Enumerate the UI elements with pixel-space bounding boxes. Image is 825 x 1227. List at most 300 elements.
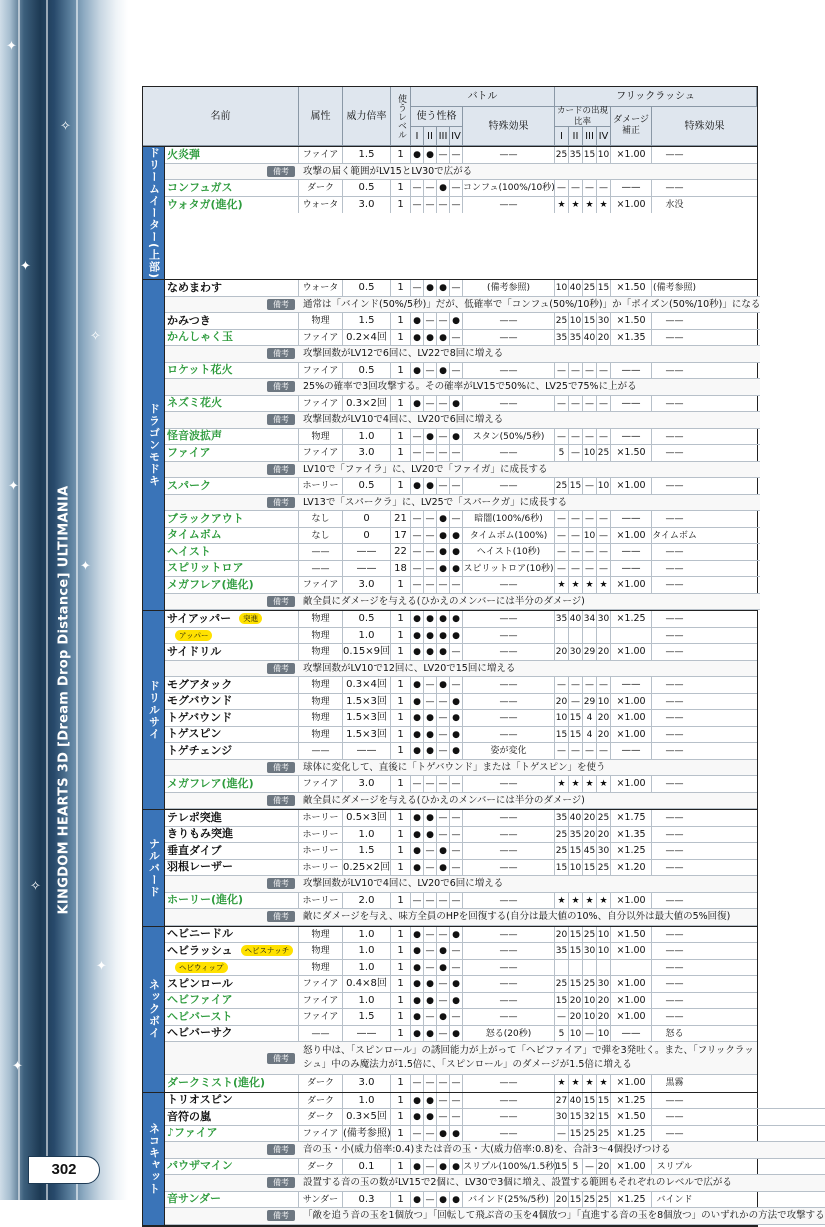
style-mark: — xyxy=(437,313,450,329)
damage-mod: —— xyxy=(611,429,652,445)
move-name xyxy=(165,843,299,859)
card-ratio: — xyxy=(569,363,583,379)
special-effect: —— xyxy=(463,445,555,461)
card-ratio: 25 xyxy=(583,1126,597,1142)
table-row xyxy=(165,197,757,214)
note-text: 「敵を追う音の玉を1個放つ」「回転して飛ぶ音の玉を4個放つ」「直進する音の玉を8個放つ」のいずれかの方法で攻撃する xyxy=(303,1210,825,1222)
card-ratio: 15 xyxy=(569,927,583,943)
special-effect: スピリットロア(10秒) xyxy=(463,561,555,577)
damage-mod: ×1.25 xyxy=(611,843,652,859)
power: 1.5 xyxy=(343,1009,391,1025)
attribute: 物理 xyxy=(299,644,343,660)
card-ratio: 20 xyxy=(555,644,569,660)
flick-effect: —— xyxy=(665,862,684,873)
table-row xyxy=(165,1009,757,1026)
level: 1 xyxy=(391,827,411,843)
table-row xyxy=(165,445,760,462)
style-mark: — xyxy=(437,743,450,759)
special-effect: —— xyxy=(463,396,555,412)
style-mark: — xyxy=(424,677,437,693)
group-rows xyxy=(165,1093,825,1225)
flick-effect: —— xyxy=(665,696,684,707)
attribute: 物理 xyxy=(299,313,343,329)
table-row xyxy=(165,993,757,1010)
style-mark: ● xyxy=(424,710,437,726)
damage-mod: —— xyxy=(611,544,652,560)
power: 0.5 xyxy=(343,363,391,379)
style-mark: ● xyxy=(424,628,437,644)
style-mark: — xyxy=(437,577,450,593)
damage-mod: ×1.35 xyxy=(611,827,652,843)
style-mark: — xyxy=(424,943,437,959)
flick-effect: —— xyxy=(665,1112,684,1123)
style-mark: — xyxy=(437,694,450,710)
attribute: —— xyxy=(299,743,343,759)
attribute: ファイア xyxy=(299,445,343,461)
monster-group xyxy=(143,1093,825,1226)
card-ratio: 20 xyxy=(597,710,611,726)
table-row xyxy=(165,943,757,960)
card-ratio: 10 xyxy=(597,943,611,959)
flick-effect: —— xyxy=(665,929,684,940)
style-mark: ● xyxy=(437,544,450,560)
style-mark: ● xyxy=(437,843,450,859)
move-variant-tag: アッパー xyxy=(175,630,212,641)
note-badge-cell xyxy=(165,876,299,892)
style-mark: ● xyxy=(437,363,450,379)
style-mark: ● xyxy=(424,993,437,1009)
attribute: 物理 xyxy=(299,694,343,710)
style-mark: — xyxy=(424,776,437,792)
special-effect: —— xyxy=(463,197,555,214)
style-mark: ● xyxy=(450,743,463,759)
style-mark: ● xyxy=(411,628,424,644)
card-ratio: ★ xyxy=(597,577,611,593)
move-name-text: ネズミ花火 xyxy=(167,396,222,410)
card-ratio: 15 xyxy=(569,1109,583,1125)
header-style-4: IV xyxy=(450,127,463,146)
flick-effect: —— xyxy=(665,150,684,160)
card-ratio: 15 xyxy=(569,478,583,494)
power: 1.5×3回 xyxy=(343,727,391,743)
move-name xyxy=(165,776,299,792)
move-name xyxy=(165,1109,299,1125)
note-text: 敵全員にダメージを与える(ひかえのメンバーには半分のダメージ) xyxy=(303,595,585,607)
style-mark: — xyxy=(437,827,450,843)
card-ratio xyxy=(569,628,583,644)
style-mark: — xyxy=(437,1075,450,1092)
flick-effect: —— xyxy=(665,746,684,757)
damage-mod xyxy=(611,628,652,644)
style-mark: — xyxy=(450,180,463,196)
style-mark: ● xyxy=(411,147,424,163)
style-mark: — xyxy=(437,727,450,743)
flick-effect: —— xyxy=(665,365,684,376)
attribute: ファイア xyxy=(299,993,343,1009)
style-mark: — xyxy=(450,960,463,976)
style-mark: — xyxy=(411,511,424,527)
damage-mod: ×1.00 xyxy=(611,1009,652,1025)
move-name-text: 音符の嵐 xyxy=(167,1109,211,1123)
group-rows xyxy=(165,280,760,610)
card-ratio: 35 xyxy=(555,330,569,346)
power: 3.0 xyxy=(343,445,391,461)
style-mark: — xyxy=(411,429,424,445)
damage-mod: ×1.00 xyxy=(611,1075,652,1092)
style-mark: — xyxy=(411,577,424,593)
damage-mod: —— xyxy=(611,363,652,379)
power: 3.0 xyxy=(343,577,391,593)
table-row xyxy=(165,180,757,197)
card-ratio: — xyxy=(583,396,597,412)
note-badge: 備考 xyxy=(267,497,295,508)
card-ratio: 10 xyxy=(583,1009,597,1025)
note-badge: 備考 xyxy=(267,1210,295,1221)
note-badge: 備考 xyxy=(267,348,295,359)
move-name xyxy=(165,694,299,710)
damage-mod: ×1.00 xyxy=(611,644,652,660)
level: 1 xyxy=(391,147,411,163)
header-damage: ダメージ補正 xyxy=(611,107,652,146)
damage-mod: —— xyxy=(611,511,652,527)
attribute: —— xyxy=(299,561,343,577)
move-name-text: ファイア xyxy=(167,445,211,459)
level: 1 xyxy=(391,611,411,627)
special-effect: スタン(50%/5秒) xyxy=(463,429,555,445)
note-text: 25%の確率で3回攻撃する。その確率がLV15で50%に、LV25で75%に上がる xyxy=(303,381,637,393)
note-row xyxy=(165,379,760,396)
damage-mod: ×1.50 xyxy=(611,927,652,943)
header-style: 使う性格 xyxy=(411,107,463,127)
attribute: ダーク xyxy=(299,1109,343,1125)
power: 0.5 xyxy=(343,611,391,627)
flick-effect: —— xyxy=(665,895,684,906)
move-name-text: 羽根レーザー xyxy=(167,860,233,874)
power: 1.0 xyxy=(343,628,391,644)
note-badge-cell xyxy=(165,379,299,395)
style-mark: ● xyxy=(424,1026,437,1042)
style-mark: — xyxy=(437,1109,450,1125)
card-ratio: — xyxy=(583,429,597,445)
table-row xyxy=(165,363,760,380)
table-row xyxy=(165,544,760,561)
card-ratio: — xyxy=(569,544,583,560)
card-ratio xyxy=(597,628,611,644)
move-name xyxy=(165,147,299,163)
note-row xyxy=(165,297,760,314)
special-effect: —— xyxy=(463,628,555,644)
power: 3.0 xyxy=(343,197,391,214)
table-row xyxy=(165,644,757,661)
flick-effect: —— xyxy=(665,846,684,857)
flick-effect: —— xyxy=(665,729,684,740)
move-variant-tag: ヘビウィップ xyxy=(175,962,228,973)
special-effect: —— xyxy=(463,827,555,843)
table-body xyxy=(143,147,825,1226)
card-ratio: 25 xyxy=(597,1192,611,1208)
power: 1.5 xyxy=(343,147,391,163)
move-name xyxy=(165,544,299,560)
damage-mod: ×1.00 xyxy=(611,893,652,909)
header-battle: バトル xyxy=(411,87,555,107)
flick-effect: 怒る xyxy=(665,1028,684,1039)
header-name: 名前 xyxy=(143,87,299,146)
card-ratio: 20 xyxy=(597,644,611,660)
style-mark: ● xyxy=(450,927,463,943)
note-text: 攻撃回数がLV10で12回に、LV20で15回に増える xyxy=(303,662,516,674)
style-mark: — xyxy=(450,644,463,660)
note-badge-cell xyxy=(165,909,299,925)
card-ratio: ★ xyxy=(569,776,583,792)
power: 3.0 xyxy=(343,776,391,792)
style-mark: — xyxy=(411,776,424,792)
move-name xyxy=(165,478,299,494)
move-name xyxy=(165,197,299,214)
attribute: ファイア xyxy=(299,776,343,792)
table-row xyxy=(165,776,757,793)
card-ratio: 10 xyxy=(583,445,597,461)
flick-effect: (備考参照) xyxy=(652,283,697,294)
note-badge-cell xyxy=(165,760,299,776)
special-effect: —— xyxy=(463,644,555,660)
special-effect: —— xyxy=(463,810,555,826)
level: 1 xyxy=(391,776,411,792)
level: 1 xyxy=(391,429,411,445)
card-ratio xyxy=(583,628,597,644)
power: 0.5 xyxy=(343,180,391,196)
move-name-text: サイドリル xyxy=(167,644,222,658)
special-effect: —— xyxy=(463,860,555,876)
attribute: なし xyxy=(299,511,343,527)
card-ratio: 15 xyxy=(555,860,569,876)
card-ratio: — xyxy=(555,544,569,560)
card-ratio: 10 xyxy=(569,1026,583,1042)
table-row xyxy=(165,561,760,578)
style-mark: ● xyxy=(411,810,424,826)
damage-mod: ×1.00 xyxy=(611,478,652,494)
note-badge: 備考 xyxy=(267,299,295,310)
style-mark: — xyxy=(411,893,424,909)
style-mark: — xyxy=(450,1109,463,1125)
level: 1 xyxy=(391,1159,411,1175)
attribute: サンダー xyxy=(299,1192,343,1208)
move-name-text: メガフレア(進化) xyxy=(167,577,254,591)
move-name-text: トゲバウンド xyxy=(167,710,233,724)
style-mark: ● xyxy=(437,1159,450,1175)
card-ratio: — xyxy=(555,511,569,527)
attribute: ホーリー xyxy=(299,478,343,494)
power: 0.5 xyxy=(343,478,391,494)
style-mark: — xyxy=(424,511,437,527)
card-ratio: 5 xyxy=(569,1159,583,1175)
move-name-text: ヘビバースト xyxy=(167,1009,233,1023)
card-ratio: — xyxy=(555,1009,569,1025)
card-ratio: ★ xyxy=(569,893,583,909)
move-variant-tag: 突進 xyxy=(239,613,262,624)
special-effect: —— xyxy=(463,478,555,494)
level: 1 xyxy=(391,1075,411,1092)
move-name-text: ヘビバーサク xyxy=(167,1026,233,1040)
note-text: 敵全員にダメージを与える(ひかえのメンバーには半分のダメージ) xyxy=(303,794,585,806)
note-badge: 備考 xyxy=(267,878,295,889)
note-badge-cell xyxy=(165,1208,299,1224)
style-mark: ● xyxy=(437,860,450,876)
damage-mod: ×1.00 xyxy=(611,197,652,214)
table-row xyxy=(165,577,760,594)
damage-mod: ×1.25 xyxy=(611,1093,652,1109)
move-name-text: ブラックアウト xyxy=(167,511,244,525)
special-effect: —— xyxy=(463,1126,555,1142)
card-ratio: 25 xyxy=(597,1126,611,1142)
card-ratio: ★ xyxy=(569,577,583,593)
card-ratio: ★ xyxy=(555,197,569,214)
flick-effect: —— xyxy=(665,1128,684,1139)
card-ratio: 10 xyxy=(569,313,583,329)
special-effect: —— xyxy=(463,727,555,743)
style-mark: — xyxy=(424,1075,437,1092)
power: 1.5 xyxy=(343,843,391,859)
group-label: ドリルサイ xyxy=(143,611,165,809)
monster-group xyxy=(143,611,757,810)
move-name-text: かみつき xyxy=(167,313,211,327)
style-mark: — xyxy=(450,1093,463,1109)
special-effect: —— xyxy=(463,927,555,943)
attribute: ホーリー xyxy=(299,827,343,843)
special-effect: —— xyxy=(463,1109,555,1125)
note-text: 音の玉・小(威力倍率:0.4)または音の玉・大(威力倍率:0.8)を、合計3～4個投げつける xyxy=(303,1144,671,1156)
card-ratio: ★ xyxy=(555,776,569,792)
note-row xyxy=(165,876,757,893)
card-ratio xyxy=(555,628,569,644)
card-ratio: 20 xyxy=(597,1159,611,1175)
note-badge: 備考 xyxy=(267,464,295,475)
move-name-text: ヘビニードル xyxy=(167,927,233,941)
style-mark: ● xyxy=(411,611,424,627)
card-ratio: ★ xyxy=(583,776,597,792)
style-mark: — xyxy=(437,1026,450,1042)
move-name-text: ヘイスト xyxy=(167,544,211,558)
move-name-text: サイアッパー xyxy=(167,611,232,625)
style-mark: ● xyxy=(437,1126,450,1142)
note-row xyxy=(165,462,760,479)
table-row xyxy=(165,1075,757,1092)
card-ratio: 40 xyxy=(583,330,597,346)
note-text: 攻撃回数がLV10で4回に、LV20で6回に増える xyxy=(303,878,504,890)
card-ratio: 25 xyxy=(583,1192,597,1208)
style-mark: ● xyxy=(450,976,463,992)
note-text: 敵にダメージを与え、味方全員のHPを回復する(自分は最大値の10%、自分以外は最大値の5%回復) xyxy=(303,911,731,923)
style-mark: — xyxy=(437,429,450,445)
damage-mod: ×1.00 xyxy=(611,1159,652,1175)
note-row xyxy=(165,1175,825,1192)
style-mark: — xyxy=(450,577,463,593)
card-ratio: ★ xyxy=(569,1075,583,1092)
table-row xyxy=(165,1109,825,1126)
level: 1 xyxy=(391,1109,411,1125)
move-name-text: トリオスピン xyxy=(167,1093,233,1107)
flick-effect: —— xyxy=(665,813,684,824)
move-name xyxy=(165,893,299,909)
card-ratio: 25 xyxy=(583,976,597,992)
damage-mod: ×1.00 xyxy=(611,993,652,1009)
note-badge: 備考 xyxy=(267,414,295,425)
level: 1 xyxy=(391,1026,411,1042)
style-mark: ● xyxy=(437,628,450,644)
attribute: ホーリー xyxy=(299,843,343,859)
power: 1.5×3回 xyxy=(343,694,391,710)
level: 1 xyxy=(391,694,411,710)
damage-mod: —— xyxy=(611,677,652,693)
special-effect: —— xyxy=(463,710,555,726)
power: (備考参照) xyxy=(343,1126,391,1142)
group-rows xyxy=(165,611,757,809)
card-ratio: 40 xyxy=(569,611,583,627)
card-ratio: 10 xyxy=(583,993,597,1009)
damage-mod: ×1.20 xyxy=(611,860,652,876)
style-mark: ● xyxy=(411,860,424,876)
style-mark: ● xyxy=(411,1192,424,1208)
attribute: 物理 xyxy=(299,727,343,743)
style-mark: — xyxy=(450,1075,463,1092)
level: 1 xyxy=(391,197,411,214)
special-effect: ヘイスト(10秒) xyxy=(463,544,555,560)
card-ratio: 4 xyxy=(583,710,597,726)
header-ratio-3: III xyxy=(583,127,597,146)
card-ratio: 10 xyxy=(597,147,611,163)
header-flick: フリックラッシュ xyxy=(555,87,757,107)
style-mark: ● xyxy=(437,943,450,959)
level: 1 xyxy=(391,313,411,329)
style-mark: ● xyxy=(437,677,450,693)
power: 0.3×2回 xyxy=(343,396,391,412)
card-ratio: 15 xyxy=(583,860,597,876)
style-mark: — xyxy=(450,445,463,461)
move-name-text: モグバウンド xyxy=(167,694,233,708)
power: 2.0 xyxy=(343,893,391,909)
flick-effect: —— xyxy=(665,1095,684,1106)
card-ratio: 15 xyxy=(569,1192,583,1208)
style-mark: — xyxy=(424,927,437,943)
card-ratio: 40 xyxy=(569,810,583,826)
card-ratio: 25 xyxy=(597,445,611,461)
attribute: 物理 xyxy=(299,611,343,627)
style-mark: ● xyxy=(411,644,424,660)
card-ratio: 30 xyxy=(555,1109,569,1125)
move-name xyxy=(165,960,299,976)
card-ratio: 30 xyxy=(597,611,611,627)
attribute: ダーク xyxy=(299,180,343,196)
style-mark: ● xyxy=(424,429,437,445)
power: 1.0 xyxy=(343,927,391,943)
style-mark: ● xyxy=(450,396,463,412)
card-ratio: — xyxy=(569,180,583,196)
special-effect: —— xyxy=(463,363,555,379)
flick-effect: —— xyxy=(665,979,684,990)
style-mark: ● xyxy=(424,1093,437,1109)
move-name-text: 怪音波拡声 xyxy=(167,429,222,443)
note-badge-cell xyxy=(165,793,299,809)
style-mark: ● xyxy=(411,976,424,992)
card-ratio: — xyxy=(597,743,611,759)
table-row xyxy=(165,927,757,944)
style-mark: ● xyxy=(437,280,450,296)
power: 0.3×4回 xyxy=(343,677,391,693)
monster-group xyxy=(143,927,757,1093)
style-mark: — xyxy=(424,577,437,593)
attribute: ファイア xyxy=(299,147,343,163)
style-mark: — xyxy=(437,893,450,909)
style-mark: ● xyxy=(450,694,463,710)
